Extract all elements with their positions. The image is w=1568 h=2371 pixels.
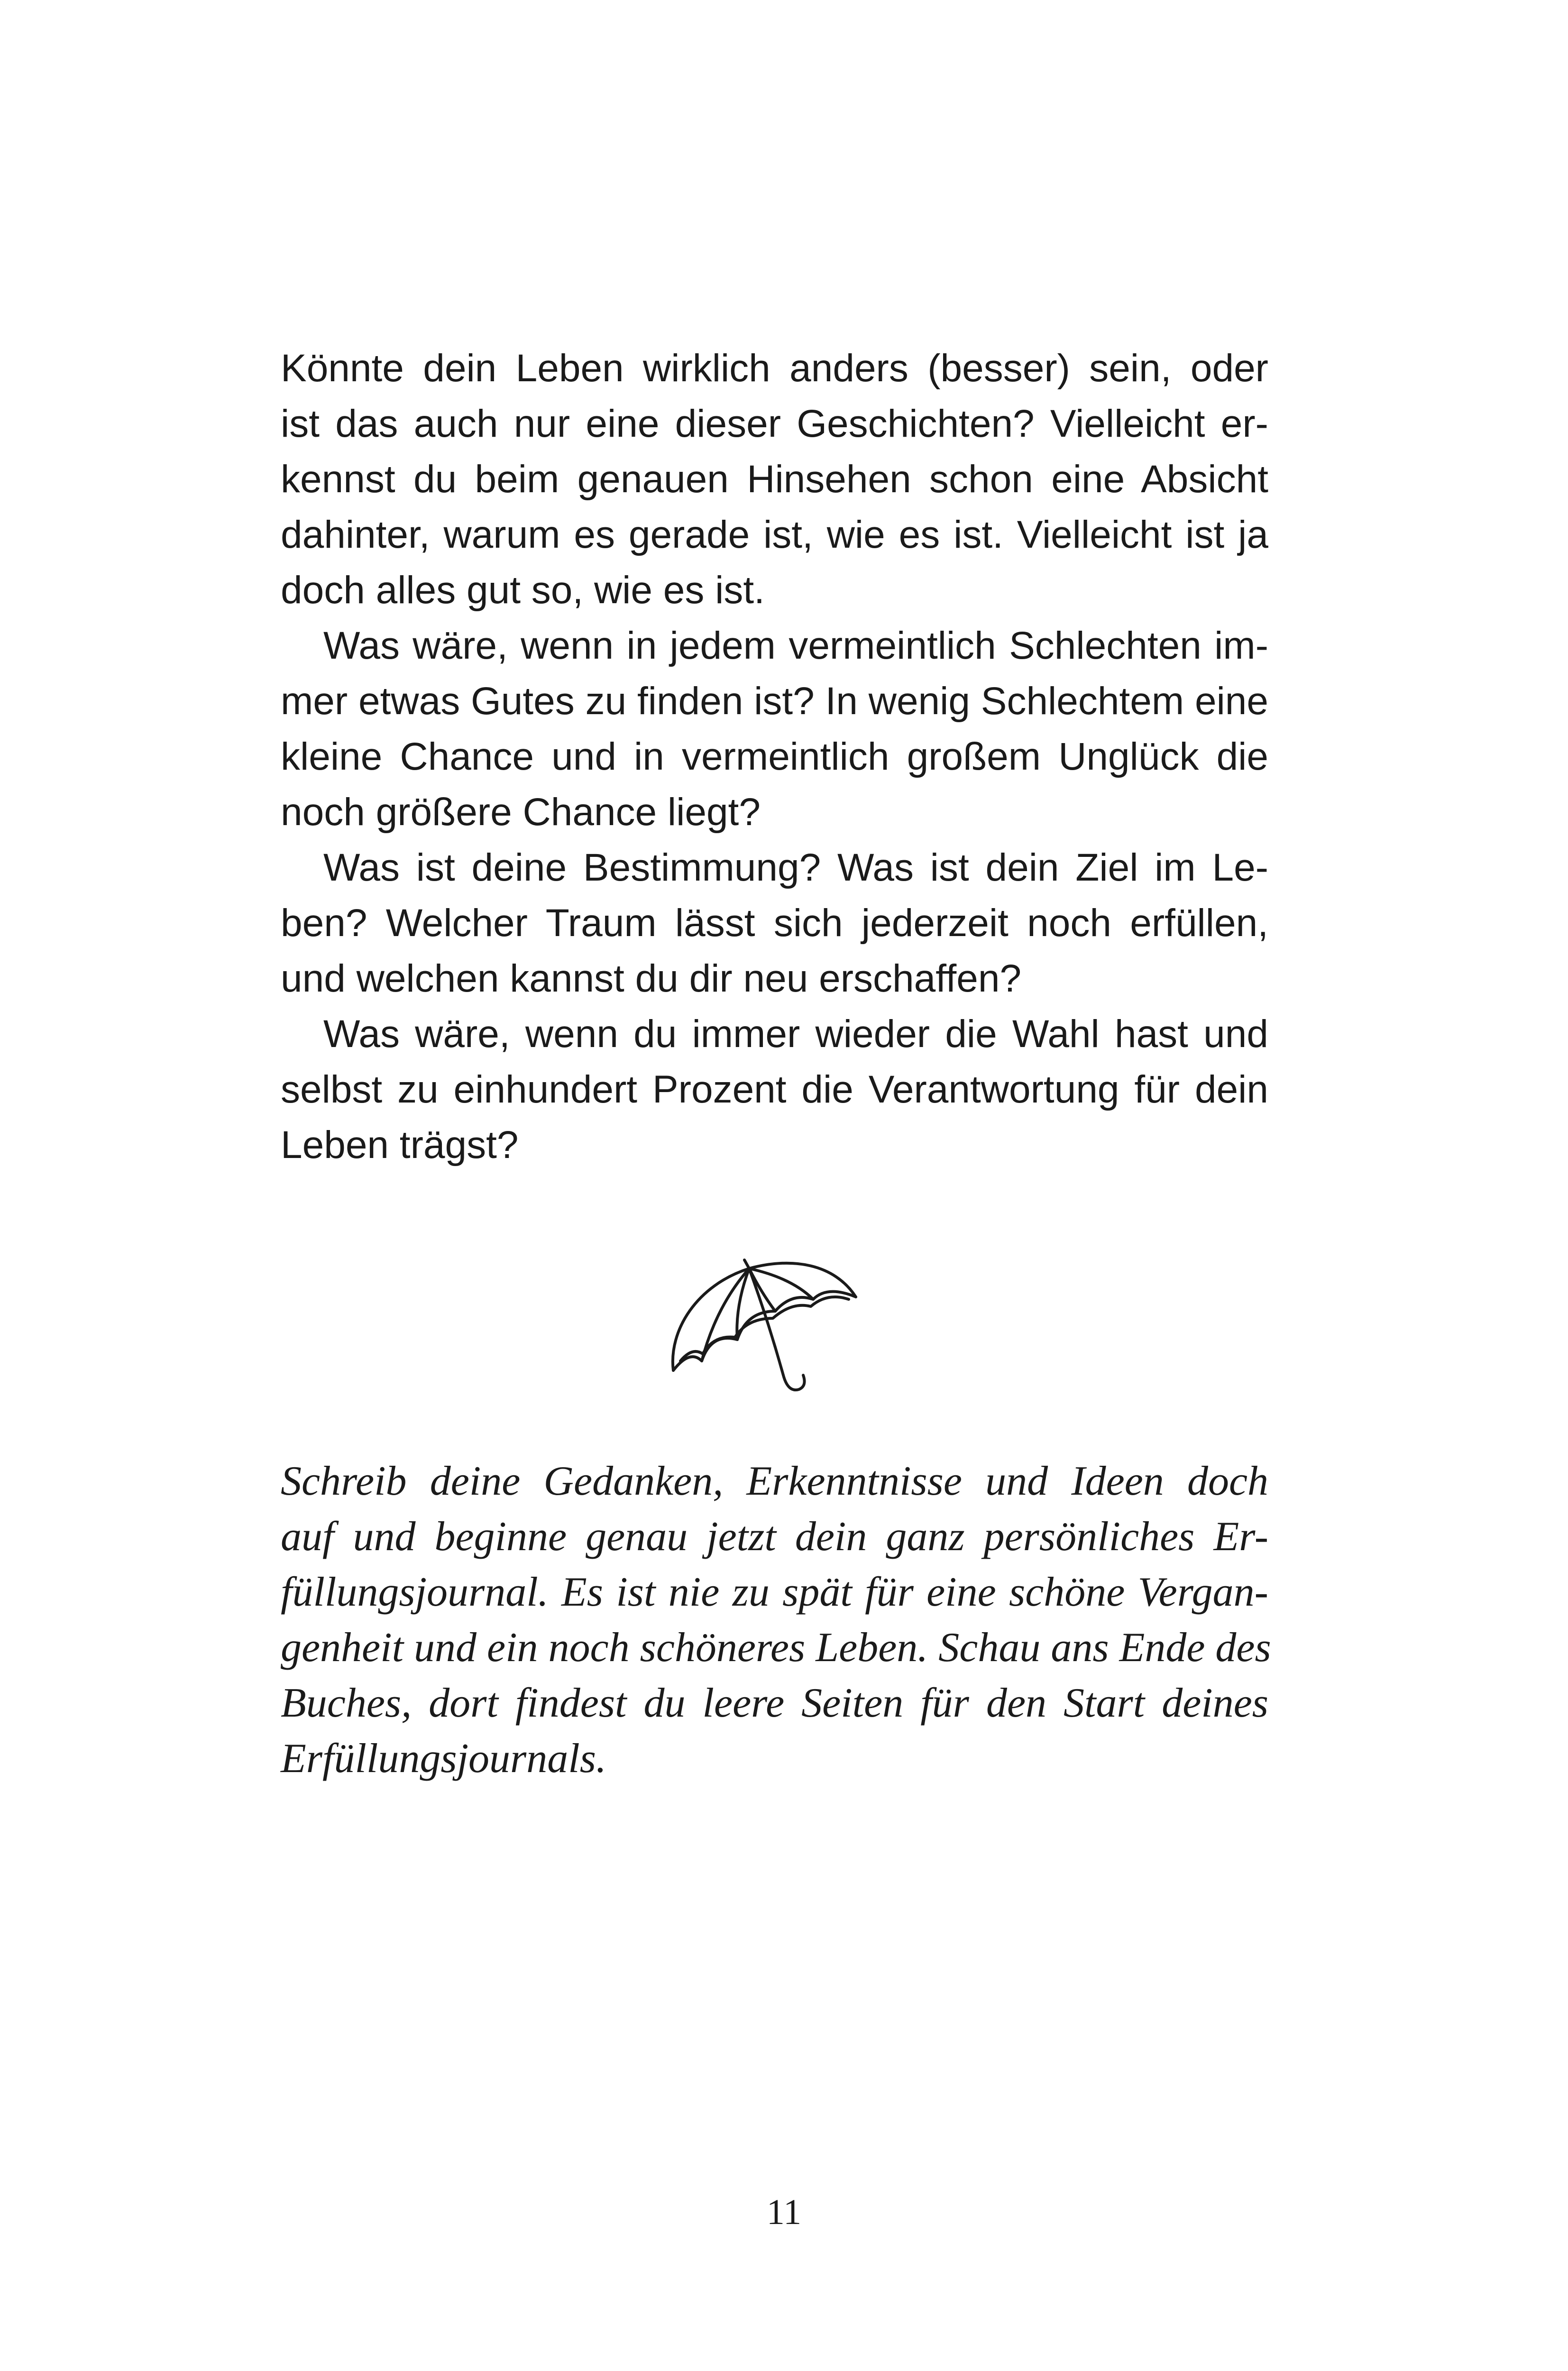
italic-note-line-1: Schreib deine Gedanken, Erkenntnisse und Ideen doch [281, 1458, 1268, 1504]
italic-note-line-2: auf und beginne genau jetzt dein ganz persönliches Er- [281, 1514, 1268, 1560]
italic-note [281, 1453, 1271, 1786]
paragraph-2-line-1: Was wäre, wenn in jedem vermeintlich Schlechten im- [323, 624, 1268, 667]
italic-note-line-3: füllungsjournal. Es ist nie zu spät für eine schöne Vergan- [281, 1569, 1268, 1615]
paragraph-3-line-1: Was ist deine Bestimmung? Was ist dein Ziel im Le- [323, 846, 1268, 889]
paragraph-4-line-1: Was wäre, wenn du immer wieder die Wahl hast und [323, 1012, 1268, 1056]
italic-note-line-6: Erfüllungsjournals. [281, 1736, 606, 1782]
paragraph-3-line-3: und welchen kannst du dir neu erschaffen? [281, 957, 1022, 1000]
paragraph-1-line-1: Könnte dein Leben wirklich anders (besser) sein, oder [281, 347, 1268, 390]
paragraph-4-line-2: selbst zu einhundert Prozent die Verantwortung für dein [281, 1068, 1268, 1111]
umbrella-icon [654, 1240, 863, 1401]
paragraph-4-line-3: Leben trägst? [281, 1123, 519, 1167]
italic-note-line-4: genheit und ein noch schöneres Leben. Schau ans Ende des [281, 1625, 1271, 1671]
page-number: 11 [766, 2192, 802, 2232]
paragraph-1-line-3: kennst du beim genauen Hinsehen schon eine Absicht [281, 458, 1268, 501]
italic-note-line-5: Buches, dort findest du leere Seiten für den Start deines [281, 1680, 1268, 1726]
paragraph-1-line-2: ist das auch nur eine dieser Geschichten? Vielleicht er- [281, 402, 1268, 445]
paragraph-1-line-5: doch alles gut so, wie es ist. [281, 569, 765, 612]
paragraph-2-line-4: noch größere Chance liegt? [281, 790, 761, 834]
paragraph-2-line-2: mer etwas Gutes zu finden ist? In wenig Schlechtem eine [281, 680, 1268, 723]
paragraph-3-line-2: ben? Welcher Traum lässt sich jederzeit noch erfüllen, [281, 901, 1268, 945]
paragraph-2-line-3: kleine Chance und in vermeintlich großem Unglück die [281, 735, 1268, 778]
body-text [281, 340, 1268, 1173]
paragraph-1-line-4: dahinter, warum es gerade ist, wie es ist. Vielleicht ist ja [281, 513, 1268, 556]
